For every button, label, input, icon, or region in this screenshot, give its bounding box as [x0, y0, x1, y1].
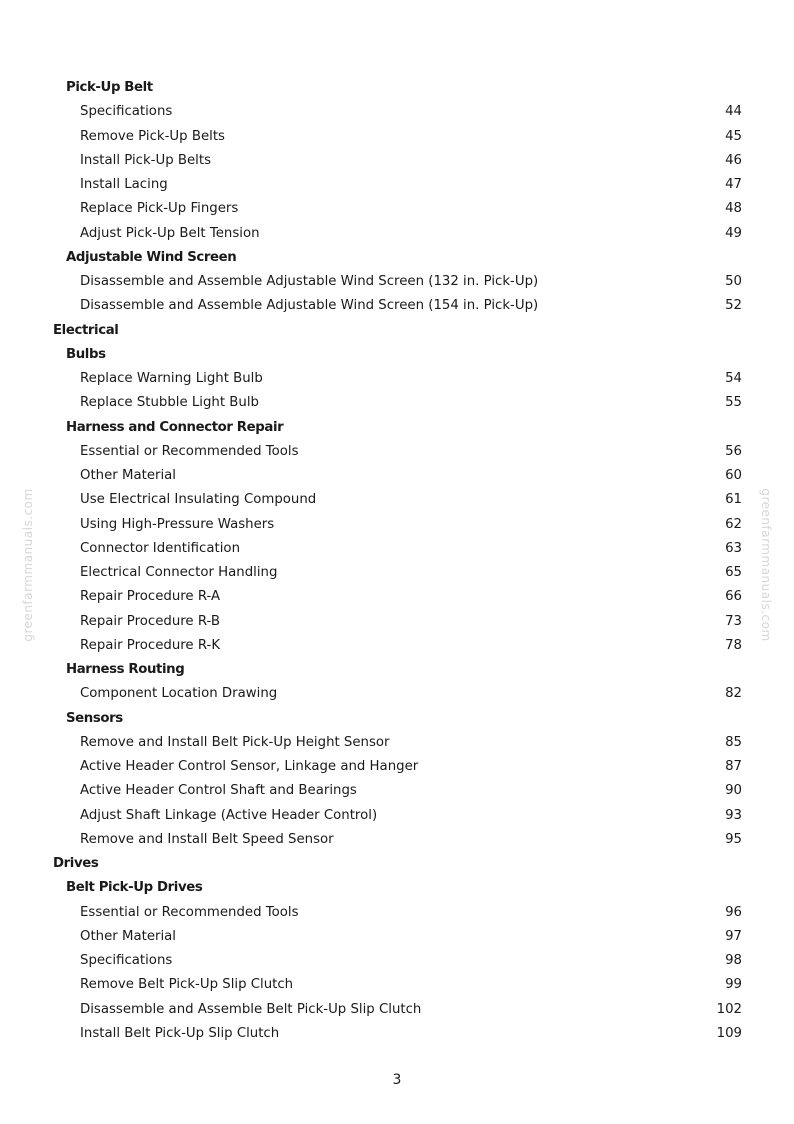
toc-entry[interactable] [0, 100, 794, 124]
toc-entry[interactable] [0, 925, 794, 949]
toc-entry[interactable] [0, 488, 794, 512]
toc-entry-title: Specifications [80, 953, 173, 968]
toc-entry-title: Sensors [66, 710, 123, 726]
toc-entry-title: Belt Pick-Up Drives [66, 880, 203, 896]
toc-entry-page-number: 61 [725, 492, 742, 508]
toc-entry-title: Disassemble and Assemble Adjustable Wind Screen (132 in. Pick-Up) [80, 274, 539, 289]
toc-entry-title: Replace Warning Light Bulb [80, 371, 263, 386]
table-of-contents [0, 76, 794, 1046]
toc-entry[interactable] [0, 610, 794, 634]
toc-entry[interactable] [0, 561, 794, 585]
toc-entry-title: Using High-Pressure Washers [80, 516, 275, 532]
toc-entry[interactable] [0, 998, 794, 1022]
toc-entry-title: Harness and Connector Repair [66, 419, 284, 435]
toc-entry[interactable] [0, 197, 794, 221]
toc-entry-title: Pick-Up Belt [66, 80, 153, 95]
toc-entry-page-number: 52 [725, 298, 742, 314]
toc-subsection-heading [0, 343, 794, 367]
watermark-left: greenfarmmanuals.com [21, 488, 35, 642]
toc-entry-title: Disassemble and Assemble Adjustable Wind Screen (154 in. Pick-Up) [80, 298, 539, 314]
toc-entry-page-number: 66 [725, 589, 742, 605]
toc-entry-title: Install Belt Pick-Up Slip Clutch [80, 1025, 280, 1041]
toc-entry[interactable] [0, 949, 794, 973]
toc-entry-title: Drives [53, 856, 99, 871]
toc-entry[interactable] [0, 828, 794, 852]
toc-entry-title: Repair Procedure R-K [80, 637, 221, 653]
toc-subsection-heading [0, 707, 794, 731]
toc-entry-page-number: 45 [725, 128, 742, 144]
toc-entry-page-number: 87 [725, 759, 742, 774]
toc-entry-page-number: 78 [725, 637, 742, 653]
toc-entry-title: Adjust Pick-Up Belt Tension [80, 225, 260, 241]
toc-entry-title: Remove Pick-Up Belts [80, 128, 225, 144]
toc-entry[interactable] [0, 222, 794, 246]
toc-entry-page-number: 97 [725, 928, 742, 944]
toc-entry-title: Repair Procedure R-A [80, 589, 221, 605]
toc-entry-page-number: 48 [725, 201, 742, 217]
toc-entry-title: Other Material [80, 468, 176, 483]
toc-entry-title: Essential or Recommended Tools [80, 904, 299, 920]
toc-entry[interactable] [0, 270, 794, 294]
toc-entry-page-number: 47 [725, 177, 742, 192]
toc-entry-title: Install Pick-Up Belts [80, 152, 212, 168]
toc-entry-title: Specifications [80, 104, 173, 120]
toc-entry[interactable] [0, 537, 794, 561]
toc-entry-page-number: 49 [725, 225, 742, 241]
toc-entry-title: Adjustable Wind Screen [66, 249, 237, 265]
toc-entry[interactable] [0, 464, 794, 488]
toc-entry-page-number: 50 [725, 274, 742, 289]
toc-entry-title: Other Material [80, 928, 176, 944]
toc-subsection-heading [0, 416, 794, 440]
toc-entry-title: Electrical [53, 322, 119, 338]
page-number: 3 [392, 1072, 402, 1088]
toc-entry[interactable] [0, 391, 794, 415]
toc-entry[interactable] [0, 173, 794, 197]
toc-entry-title: Remove and Install Belt Speed Sensor [80, 831, 334, 847]
toc-entry[interactable] [0, 513, 794, 537]
toc-entry[interactable] [0, 731, 794, 755]
toc-entry-page-number: 73 [725, 613, 742, 629]
toc-entry[interactable] [0, 1022, 794, 1046]
toc-entry-title: Essential or Recommended Tools [80, 443, 299, 459]
toc-entry[interactable] [0, 634, 794, 658]
toc-entry[interactable] [0, 804, 794, 828]
toc-entry-title: Replace Stubble Light Bulb [80, 395, 259, 411]
toc-entry-page-number: 55 [725, 395, 742, 411]
toc-entry[interactable] [0, 682, 794, 706]
toc-subsection-heading [0, 658, 794, 682]
toc-entry-title: Active Header Control Sensor, Linkage and Hanger [80, 759, 419, 774]
toc-entry-title: Harness Routing [66, 662, 185, 677]
toc-entry-page-number: 102 [716, 1001, 742, 1017]
toc-entry-page-number: 56 [725, 443, 742, 459]
toc-entry[interactable] [0, 367, 794, 391]
toc-entry-title: Disassemble and Assemble Belt Pick-Up Slip Clutch [80, 1001, 422, 1017]
toc-entry-page-number: 62 [725, 516, 742, 532]
toc-entry-page-number: 109 [716, 1025, 742, 1041]
toc-entry-page-number: 82 [725, 686, 742, 702]
toc-entry-title: Connector Identification [80, 540, 240, 556]
toc-entry[interactable] [0, 585, 794, 609]
toc-entry-page-number: 95 [725, 831, 742, 847]
toc-entry[interactable] [0, 149, 794, 173]
toc-entry[interactable] [0, 294, 794, 318]
toc-entry-page-number: 98 [725, 953, 742, 968]
toc-section-heading [0, 319, 794, 343]
toc-entry-title: Remove and Install Belt Pick-Up Height Sensor [80, 734, 390, 750]
toc-entry[interactable] [0, 125, 794, 149]
toc-entry-title: Bulbs [66, 346, 106, 362]
toc-section-heading [0, 852, 794, 876]
toc-entry-page-number: 44 [725, 104, 742, 120]
toc-entry[interactable] [0, 440, 794, 464]
toc-subsection-heading [0, 76, 794, 100]
toc-entry-title: Use Electrical Insulating Compound [80, 492, 317, 508]
toc-entry-page-number: 96 [725, 904, 742, 920]
toc-entry-page-number: 63 [725, 540, 742, 556]
toc-subsection-heading [0, 876, 794, 900]
toc-entry-title: Install Lacing [80, 177, 168, 192]
toc-entry-title: Adjust Shaft Linkage (Active Header Control) [80, 807, 378, 823]
toc-entry-title: Component Location Drawing [80, 686, 278, 702]
toc-entry-page-number: 99 [725, 977, 742, 993]
toc-entry-title: Active Header Control Shaft and Bearings [80, 783, 357, 799]
watermark-right: greenfarmmanuals.com [759, 488, 773, 642]
toc-entry-page-number: 54 [725, 371, 742, 386]
toc-entry-page-number: 90 [725, 783, 742, 799]
toc-entry-title: Remove Belt Pick-Up Slip Clutch [80, 977, 294, 993]
toc-entry[interactable] [0, 901, 794, 925]
toc-entry-title: Repair Procedure R-B [80, 613, 220, 629]
toc-entry-page-number: 93 [725, 807, 742, 823]
toc-entry-page-number: 46 [725, 152, 742, 168]
toc-subsection-heading [0, 246, 794, 270]
toc-entry[interactable] [0, 779, 794, 803]
toc-entry[interactable] [0, 755, 794, 779]
toc-entry-page-number: 85 [725, 734, 742, 750]
toc-entry-title: Electrical Connector Handling [80, 565, 278, 580]
toc-entry-title: Replace Pick-Up Fingers [80, 201, 239, 217]
toc-entry-page-number: 60 [725, 468, 742, 483]
toc-entry-page-number: 65 [725, 565, 742, 580]
toc-entry[interactable] [0, 973, 794, 997]
